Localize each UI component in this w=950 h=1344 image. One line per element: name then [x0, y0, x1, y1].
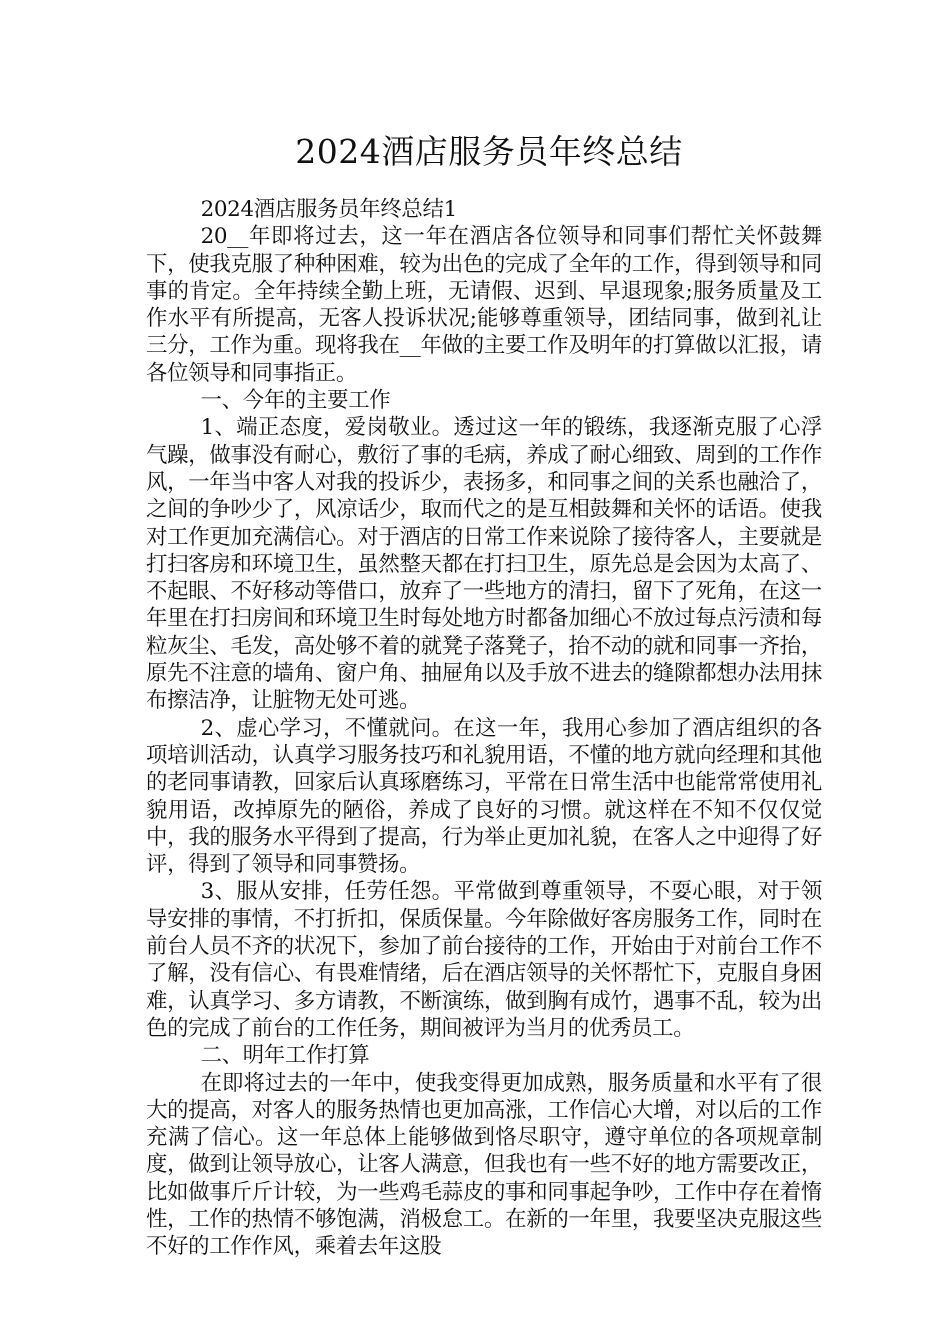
section-heading-main-work: 一、今年的主要工作: [200, 388, 391, 414]
subtitle-paragraph: 2024酒店服务员年终总结1: [200, 197, 457, 222]
document-page: [146, 124, 822, 1261]
section-heading-next-year: 二、明年工作打算: [200, 1043, 370, 1069]
document-body: [146, 196, 822, 1261]
intro-paragraph: 20__年即将过去，这一年在酒店各位领导和同事们帮忙关怀鼓舞下，使我克服了种种困难，较为出色的完成了全年的工作，得到领导和同事的肯定。全年持续全勤上班，无请假、迟到、早退现象;服务质量及工作水平有所提高，无客人投诉状况;能够尊重领导，团结同事，做到礼让三分，工作为重。现将我在__年做的主要工作及明年的打算做以汇报，请各位领导和同事指正。: [146, 224, 822, 386]
body-paragraph: 3、服从安排，任劳任怨。平常做到尊重领导，不耍心眼，对于领导安排的事情，不打折扣，保质保量。今年除做好客房服务工作，同时在前台人员不齐的状况下，参加了前台接待的工作，开始由于对前台工作不了解，没有信心、有畏难情绪，后在酒店领导的关怀帮忙下，克服自身困难，认真学习、多方请教，不断演练，做到胸有成竹，遇事不乱，较为出色的完成了前台的工作任务，期间被评为当月的优秀员工。: [146, 879, 822, 1041]
document-title: 2024酒店服务员年终总结: [295, 132, 683, 171]
body-paragraph: 1、端正态度，爱岗敬业。透过这一年的锻练，我逐渐克服了心浮气躁，做事没有耐心，敷衍了事的毛病，养成了耐心细致、周到的工作作风，一年当中客人对我的投诉少，表扬多，和同事之间的关系也融洽了，之间的争吵少了，风凉话少，取而代之的是互相鼓舞和关怀的话语。使我对工作更加充满信心。对于酒店的日常工作来说除了接待客人，主要就是打扫客房和环境卫生，虽然整天都在打扫卫生，原先总是会因为太高了、不起眼、不好移动等借口，放弃了一些地方的清扫，留下了死角，在这一年里在打扫房间和环境卫生时每处地方时都备加细心不放过每点污渍和每粒灰尘、毛发，高处够不着的就凳子落凳子，抬不动的就和同事一齐抬，原先不注意的墙角、窗户角、抽屉角以及手放不进去的缝隙都想办法用抹布擦洁净，让脏物无处可逃。: [146, 415, 822, 714]
body-paragraph: 在即将过去的一年中，使我变得更加成熟，服务质量和水平有了很大的提高，对客人的服务热情也更加高涨，工作信心大增，对以后的工作充满了信心。这一年总体上能够做到恪尽职守，遵守单位的各项规章制度，做到让领导放心，让客人满意，但我也有一些不好的地方需要改正，比如做事斤斤计较，为一些鸡毛蒜皮的事和同事起争吵，工作中存在着惰性，工作的热情不够饱满，消极怠工。在新的一年里，我要坚决克服这些不好的工作作风，乘着去年这股: [146, 1070, 822, 1260]
body-paragraph: 2、虚心学习，不懂就问。在这一年，我用心参加了酒店组织的各项培训活动，认真学习服务技巧和礼貌用语，不懂的地方就向经理和其他的老同事请教，回家后认真琢磨练习，平常在日常生活中也能常常使用礼貌用语，改掉原先的陋俗，养成了良好的习惯。就这样在不知不仅仅觉中，我的服务水平得到了提高，行为举止更加礼貌，在客人之中迎得了好评，得到了领导和同事赞扬。: [146, 715, 822, 878]
